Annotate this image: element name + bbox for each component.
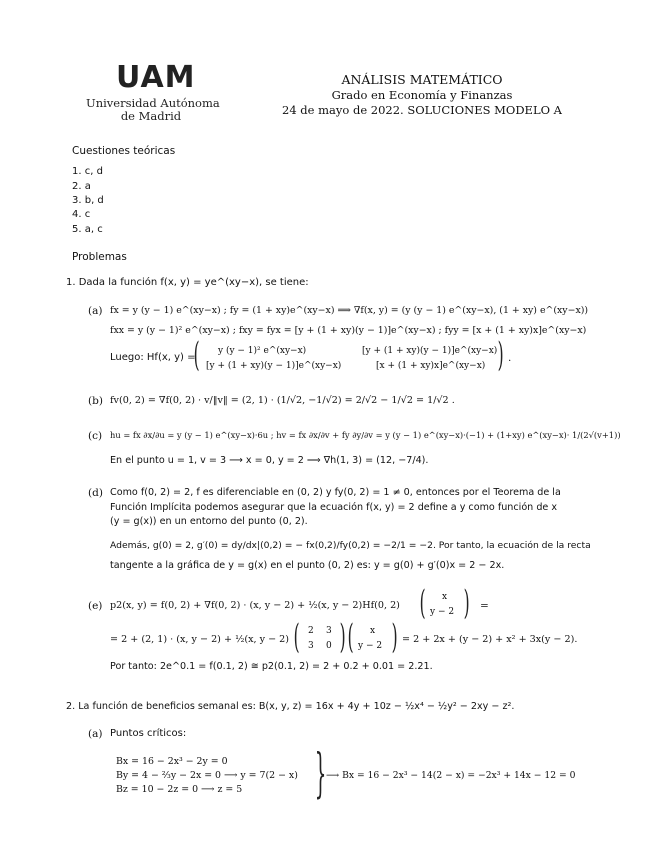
hess-left-paren: (: [293, 617, 300, 657]
matrix-left-paren: (: [193, 335, 200, 375]
problem1-intro: 1. Dada la función f(x, y) = ye^(xy−x), se tiene:: [66, 277, 309, 288]
hessian-m11: y (y − 1)² e^(xy−x): [218, 346, 307, 356]
p2-a-title: Puntos críticos:: [110, 728, 187, 739]
p2-eq3: Bz = 10 − 2z = 0 ⟶ z = 5: [116, 784, 243, 795]
theory-answer: 4. c: [72, 209, 91, 220]
theory-answer: 5. a, c: [72, 224, 103, 235]
p1-d-line3: (y = g(x)) en un entorno del punto (0, 2).: [110, 516, 308, 527]
theory-answer: 2. a: [72, 181, 91, 192]
vec2-top: x: [370, 626, 376, 636]
p1-e-label: (e): [88, 600, 103, 612]
uam-logo-mark: UAM: [116, 60, 196, 95]
p1-e-line2a: = 2 + (2, 1) · (x, y − 2) + ½(x, y − 2): [110, 634, 290, 645]
p1-b-line: fv(0, 2) = ∇f(0, 2) · v/‖v‖ = (2, 1) · (1/√2, −1/√2) = 2/√2 − 1/√2 = 1/√2 .: [110, 395, 455, 406]
p2-eq1: Bx = 16 − 2x³ − 2y = 0: [116, 756, 228, 767]
hess-h21: 3: [308, 641, 314, 651]
p1-d-line4: Además, g(0) = 2, g′(0) = dy/dx|(0,2) = − fx(0,2)/fy(0,2) = −2/1 = −2. Por tanto, la ecuación de la recta: [110, 540, 591, 551]
problem2-intro: 2. La función de beneficios semanal es: B(x, y, z) = 16x + 4y + 10z − ½x⁴ − ½y² − 2xy − z².: [66, 701, 515, 712]
p1-c-label: (c): [88, 430, 103, 442]
vec2-right-paren: ): [391, 617, 398, 657]
p1-e-line3: Por tanto: 2e^0.1 = f(0.1, 2) ≅ p2(0.1, 2) = 2 + 0.2 + 0.01 = 2.21.: [110, 661, 433, 672]
vector-bottom: y − 2: [430, 607, 455, 617]
p1-e-line2b: = 2 + 2x + (y − 2) + x² + 3x(y − 2).: [402, 634, 578, 645]
p1-a-line2: fxx = y (y − 1)² e^(xy−x) ; fxy = fyx = [y + (1 + xy)(y − 1)]e^(xy−x) ; fyy = [x + (1 + xy)x]e^(xy−x): [110, 325, 587, 336]
uam-logo-line2: de Madrid: [120, 109, 182, 123]
hessian-m12: [y + (1 + xy)(y − 1)]e^(xy−x): [362, 346, 498, 356]
theory-answer: 3. b, d: [72, 195, 104, 206]
hess-h22: 0: [326, 641, 332, 651]
theory-answer: 1. c, d: [72, 166, 103, 177]
hessian-m21: [y + (1 + xy)(y − 1)]e^(xy−x): [206, 361, 342, 371]
p1-c-line1: hu = fx ∂x/∂u = y (y − 1) e^(xy−x)·6u ; hv = fx ∂x/∂v + fy ∂y/∂v = y (y − 1) e^(xy−x)·(−1) + (1+xy) e^(xy−x)· 1/(2√(v+1)): [110, 430, 621, 440]
vec2-bottom: y − 2: [358, 641, 383, 651]
problems-heading: Problemas: [72, 251, 127, 263]
document-subtitle: Grado en Economía y Finanzas: [331, 88, 513, 102]
vector-left-paren: (: [419, 583, 426, 623]
hessian-m22: [x + (1 + xy)x]e^(xy−x): [376, 361, 486, 371]
vector-top: x: [442, 592, 448, 602]
p1-d-line1: Como f(0, 2) = 2, f es diferenciable en (0, 2) y fy(0, 2) = 1 ≠ 0, entonces por el Teorema de la: [110, 487, 561, 498]
p1-a-period: .: [508, 352, 512, 364]
uam-logo-line1: Universidad Autónoma: [86, 96, 220, 110]
vector-right-paren: ): [463, 583, 470, 623]
p1-d-line5: tangente a la gráfica de y = g(x) en el punto (0, 2) es: y = g(0) + g′(0)x = 2 − 2x.: [110, 560, 505, 571]
p1-e-equals: =: [480, 600, 489, 612]
p1-e-line1: p2(x, y) = f(0, 2) + ∇f(0, 2) · (x, y − 2) + ½(x, y − 2)Hf(0, 2): [110, 600, 400, 611]
vec2-left-paren: (: [347, 617, 354, 657]
p1-a-label: (a): [88, 305, 103, 317]
hess-h12: 3: [326, 626, 332, 636]
theory-heading: Cuestiones teóricas: [72, 145, 176, 157]
system-right-brace: }: [314, 744, 327, 804]
hess-right-paren: ): [339, 617, 346, 657]
p1-d-line2: Función Implícita podemos asegurar que la ecuación f(x, y) = 2 define a y como función de x: [110, 502, 558, 513]
hess-h11: 2: [308, 626, 314, 636]
p1-b-label: (b): [88, 395, 103, 407]
p1-a-luego: Luego: Hf(x, y) =: [110, 352, 196, 363]
p1-a-line1: fx = y (y − 1) e^(xy−x) ; fy = (1 + xy)e^(xy−x) ⟹ ∇f(x, y) = (y (y − 1) e^(xy−x), (1 + xy) e^(xy−x)): [110, 305, 589, 316]
matrix-right-paren: ): [497, 335, 504, 375]
p2-eq2: By = 4 − ⅔y − 2x = 0 ⟶ y = 7(2 − x): [116, 770, 298, 781]
p1-c-line2: En el punto u = 1, v = 3 ⟶ x = 0, y = 2 ⟹ ∇h(1, 3) = (12, −7/4).: [110, 455, 429, 466]
p1-d-label: (d): [88, 487, 103, 499]
p2-result: ⟶ Bx = 16 − 2x³ − 14(2 − x) = −2x³ + 14x − 12 = 0: [326, 770, 576, 781]
document-date: 24 de mayo de 2022. SOLUCIONES MODELO A: [282, 103, 562, 117]
p2-a-label: (a): [88, 728, 103, 740]
document-title: ANÁLISIS MATEMÁTICO: [341, 72, 503, 87]
